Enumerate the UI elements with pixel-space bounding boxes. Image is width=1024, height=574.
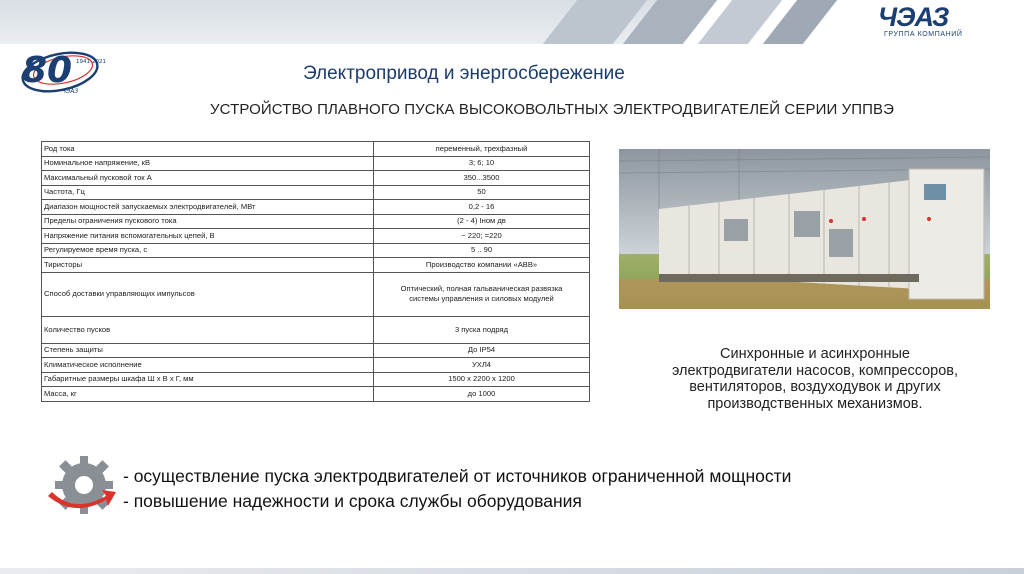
spec-value-line: ~ 220; =220 <box>461 230 502 240</box>
table-row <box>42 272 590 316</box>
company-logo <box>878 2 998 40</box>
spec-param-cell: Регулируемое время пуска, с <box>42 243 374 258</box>
spec-value-cell <box>374 258 590 273</box>
spec-value-line: Оптический, полная гальваническая развязка <box>400 284 563 293</box>
spec-param-cell: Диапазон мощностей запускаемых электродвигателей, МВт <box>42 200 374 215</box>
spec-value-line: 0,2 - 16 <box>468 201 495 211</box>
spec-value-line: системы управления и силовых модулей <box>409 294 554 303</box>
spec-param-cell: Климатическое исполнение <box>42 358 374 373</box>
spec-value-line: 50 <box>477 187 486 197</box>
spec-param-cell: Масса, кг <box>42 387 374 402</box>
spec-value-line: 5 .. 90 <box>470 245 493 255</box>
table-row <box>42 372 590 387</box>
spec-param-cell: Частота, Гц <box>42 185 374 200</box>
spec-value-cell <box>374 200 590 215</box>
spec-param-cell: Род тока <box>42 142 374 157</box>
spec-value-cell <box>374 229 590 244</box>
equipment-photo <box>619 149 990 309</box>
spec-param-cell: Номинальное напряжение, кВ <box>42 156 374 171</box>
table-row <box>42 171 590 186</box>
spec-value-cell <box>374 185 590 200</box>
spec-table <box>41 141 590 402</box>
table-row <box>42 142 590 157</box>
table-row <box>42 243 590 258</box>
spec-value-cell <box>374 316 590 343</box>
spec-value-cell <box>374 243 590 258</box>
description-line: вентиляторов, воздуходувок и других <box>689 379 941 395</box>
spec-value-line: До IP54 <box>467 345 496 355</box>
table-row <box>42 185 590 200</box>
list-item: - повышение надежности и срока службы оборудования <box>123 491 582 511</box>
spec-value-cell <box>374 156 590 171</box>
spec-param-cell: Способ доставки управляющих импульсов <box>42 272 374 316</box>
spec-value-cell <box>374 372 590 387</box>
spec-value-line: УХЛ4 <box>471 359 492 369</box>
spec-value-cell <box>374 343 590 358</box>
table-row <box>42 343 590 358</box>
spec-value-line: 1500 х 2200 х 1200 <box>448 374 515 384</box>
company-subtitle: ГРУППА КОМПАНИЙ <box>884 31 963 38</box>
header-banner <box>0 0 1024 44</box>
table-row <box>42 258 590 273</box>
table-row <box>42 229 590 244</box>
spec-value-line: (2 - 4) Iном дв <box>457 216 506 226</box>
spec-param-cell: Пределы ограничения пускового тока <box>42 214 374 229</box>
spec-value-line: переменный, трехфазный <box>435 143 528 153</box>
table-row <box>42 358 590 373</box>
description-line: электродвигатели насосов, компрессоров, <box>671 362 959 379</box>
anniversary-brand: ЧЭАЗ <box>62 88 79 95</box>
application-description <box>630 346 1000 412</box>
spec-param-cell: Напряжение питания вспомогательных цепей, В <box>42 229 374 244</box>
table-row <box>42 387 590 402</box>
spec-value-line: 350...3500 <box>463 172 500 182</box>
table-row <box>42 200 590 215</box>
spec-param-cell: Максимальный пусковой ток А <box>42 171 374 186</box>
spec-param-cell: Степень защиты <box>42 343 374 358</box>
table-row <box>42 156 590 171</box>
table-row <box>42 316 590 343</box>
spec-value-line: до 1000 <box>467 388 496 398</box>
company-wordmark: ЧЭАЗ <box>878 2 949 32</box>
list-item: - осуществление пуска электродвигателей от источников ограниченной мощности <box>123 466 792 486</box>
description-line: производственных механизмов. <box>707 395 923 412</box>
spec-value-line: Производство компании «ABB» <box>425 259 538 269</box>
spec-value-cell <box>374 214 590 229</box>
spec-value-cell <box>374 171 590 186</box>
spec-value-cell <box>374 358 590 373</box>
benefits-list <box>123 464 791 514</box>
spec-value-cell <box>374 142 590 157</box>
spec-param-cell: Количество пусков <box>42 316 374 343</box>
anniversary-number: 80 <box>22 50 73 91</box>
spec-param-cell: Габаритные размеры шкафа Ш х В х Г, мм <box>42 372 374 387</box>
spec-value-cell <box>374 387 590 402</box>
spec-value-cell <box>374 272 590 316</box>
spec-param-cell: Тиристоры <box>42 258 374 273</box>
table-row <box>42 214 590 229</box>
spec-value-line: 3; 6; 10 <box>468 158 495 168</box>
anniversary-years: 1941-2021 <box>76 59 106 65</box>
anniversary-logo <box>18 40 118 100</box>
spec-value-line: 3 пуска подряд <box>454 324 509 334</box>
gear-arrow-icon <box>44 452 120 518</box>
description-line: Синхронные и асинхронные <box>720 346 910 362</box>
page-title: Электропривод и энергосбережение <box>303 63 625 84</box>
footer-divider <box>0 568 1024 574</box>
page-subtitle: УСТРОЙСТВО ПЛАВНОГО ПУСКА ВЫСОКОВОЛЬТНЫХ ЭЛЕКТРОДВИГАТЕЛЕЙ СЕРИИ УППВЭ <box>210 101 894 118</box>
